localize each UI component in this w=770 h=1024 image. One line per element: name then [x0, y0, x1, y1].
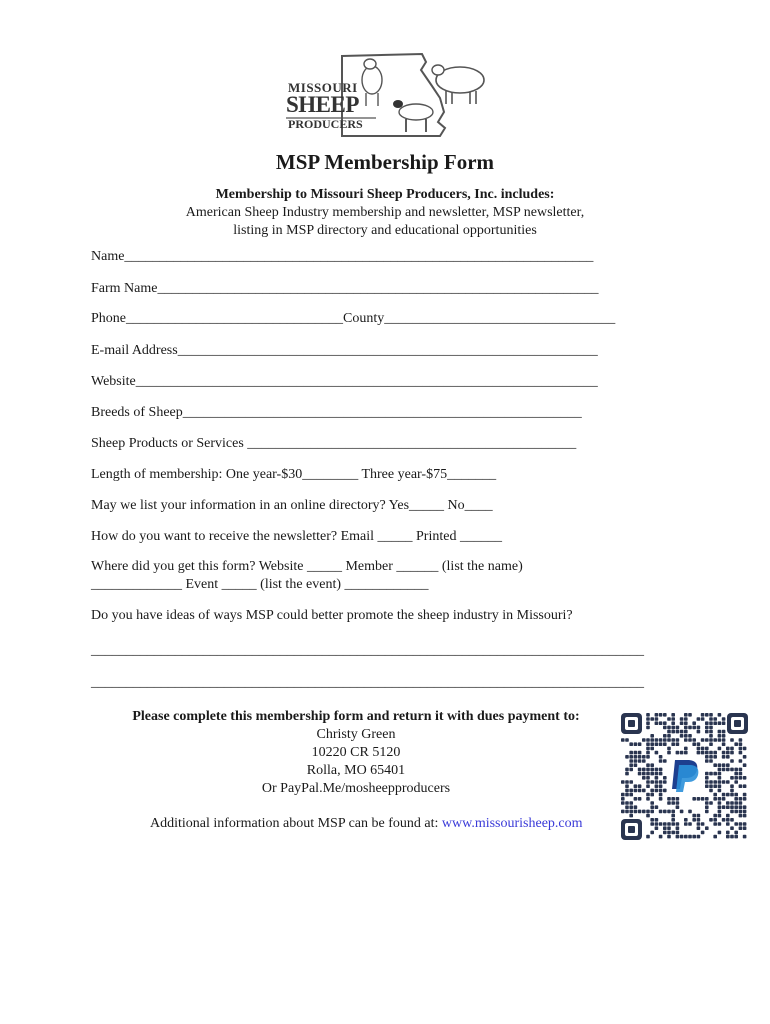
msp-logo	[280, 46, 490, 138]
phone-county-field[interactable]: Phone_______________________________County_________________________________	[91, 311, 616, 326]
ideas-blank-line-1[interactable]: _______________________________________________________________________________	[91, 643, 644, 658]
form-title: MSP Membership Form	[275, 150, 495, 174]
paypal-icon	[667, 756, 702, 793]
contact-city: Rolla, MO 65401	[306, 763, 406, 778]
newsletter-field[interactable]: How do you want to receive the newsletter? Email _____ Printed ______	[91, 529, 502, 544]
contact-street: 10220 CR 5120	[311, 745, 401, 760]
contact-name: Christy Green	[316, 727, 396, 742]
qr-finder-bottom-left	[621, 819, 642, 840]
ideas-blank-line-2[interactable]: _______________________________________________________________________________	[91, 675, 644, 690]
products-field[interactable]: Sheep Products or Services _______________________________________________	[91, 436, 577, 451]
qr-code-graphic	[619, 711, 750, 842]
additional-info	[150, 816, 583, 832]
website-field[interactable]: Website__________________________________________________________________	[91, 374, 598, 389]
paypal-qr-code[interactable]	[619, 711, 750, 842]
name-field[interactable]: Name___________________________________________________________________	[91, 249, 594, 264]
source-field-line-1[interactable]: Where did you get this form? Website _____ Member ______ (list the name)	[91, 559, 523, 574]
intro-line-2: listing in MSP directory and educational opportunities	[233, 223, 537, 238]
logo-line-sheep: SHEEP	[286, 92, 359, 117]
farm-name-field[interactable]: Farm Name_______________________________________________________________	[91, 281, 599, 296]
logo-line-missouri: MISSOURI	[288, 80, 358, 95]
breeds-field[interactable]: Breeds of Sheep_________________________________________________________	[91, 405, 582, 420]
directory-field[interactable]: May we list your information in an online directory? Yes_____ No____	[91, 498, 493, 513]
email-field[interactable]: E-mail Address____________________________________________________________	[91, 343, 598, 358]
qr-finder-top-left	[621, 713, 642, 734]
source-field-line-2[interactable]: _____________ Event _____ (list the event) ____________	[91, 577, 429, 592]
intro-heading: Membership to Missouri Sheep Producers, Inc. includes:	[215, 187, 555, 202]
return-instructions: Please complete this membership form and return it with dues payment to:	[132, 709, 580, 724]
logo-line-producers: PRODUCERS	[288, 117, 363, 131]
ideas-question: Do you have ideas of ways MSP could better promote the sheep industry in Missouri?	[91, 608, 573, 623]
additional-info-label: Additional information about MSP can be found at:	[150, 816, 439, 831]
website-link[interactable]: www.missourisheep.com	[441, 816, 583, 831]
paypal-text: Or PayPal.Me/mosheepproducers	[261, 781, 451, 796]
qr-finder-top-right	[727, 713, 748, 734]
intro-line-1: American Sheep Industry membership and newsletter, MSP newsletter,	[185, 205, 585, 220]
membership-length-field[interactable]: Length of membership: One year-$30________ Three year-$75_______	[91, 467, 497, 482]
